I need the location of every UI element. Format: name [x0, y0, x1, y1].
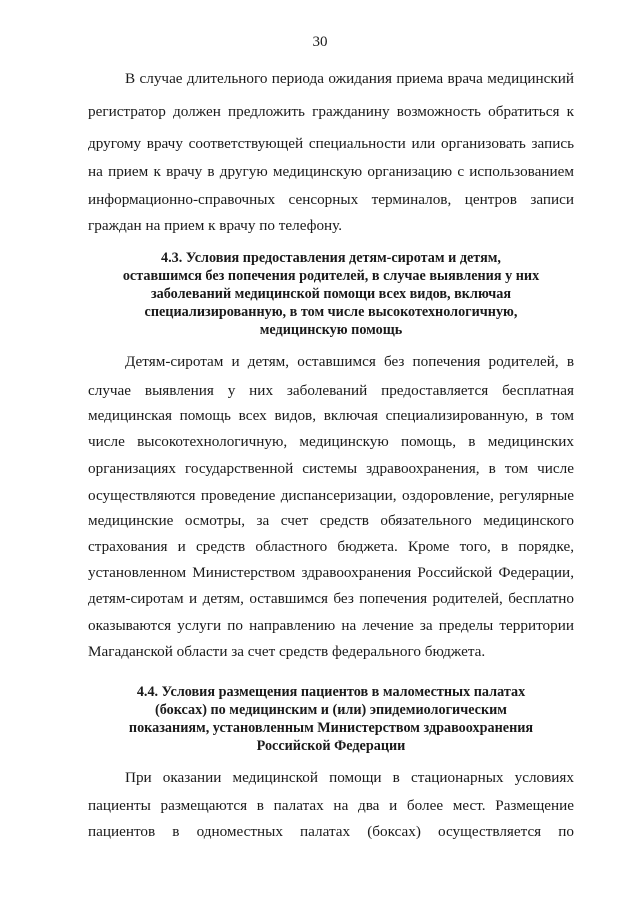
heading-line: показаниям, установленным Министерством здравоохранения [128, 720, 534, 736]
heading-line: специализированную, в том числе высокотехнологичную, [144, 304, 518, 320]
text-line: установленном Министерством здравоохранения Российской Федерации, [88, 564, 574, 581]
text-line: регистратор должен предложить гражданину возможность обратиться к [88, 103, 574, 120]
page-number: 30 [312, 34, 328, 50]
text-line: числе высокотехнологичную, медицинскую помощь, в медицинских [88, 433, 574, 450]
text-line: В случае длительного периода ожидания приема врача медицинский [125, 70, 574, 87]
heading-line: оставшимся без попечения родителей, в случае выявления у них [122, 268, 540, 284]
heading-line: медицинскую помощь [259, 322, 403, 338]
heading-line: (боксах) по медицинским и (или) эпидемиологическим [155, 702, 507, 718]
text-line: на прием к врачу в другую медицинскую организацию с использованием [88, 163, 574, 180]
text-line: пациенты размещаются в палатах на два и более мест. Размещение [88, 797, 574, 814]
text-line: Магаданской области за счет средств федерального бюджета. [88, 643, 486, 660]
text-line: медицинские осмотры, за счет средств обязательного медицинского [88, 512, 574, 529]
text-line: организациях государственной системы здравоохранения, в том числе [88, 460, 574, 477]
text-line: Детям-сиротам и детям, оставшимся без попечения родителей, в [125, 353, 574, 370]
heading-line: Российской Федерации [256, 738, 406, 754]
text-line: детям-сиротам и детям, оставшимся без попечения родителей, бесплатно [88, 590, 574, 607]
text-line: медицинская помощь всех видов, включая специализированную, в том [88, 407, 574, 424]
text-line: При оказании медицинской помощи в стационарных условиях [125, 769, 574, 786]
text-line: граждан на прием к врачу по телефону. [88, 217, 343, 234]
text-line: оказываются услуги по направлению на лечение за пределы территории [88, 617, 574, 634]
text-line: информационно-справочных сенсорных терминалов, центров записи [88, 191, 574, 208]
text-line: случае выявления у них заболеваний предоставляется бесплатная [88, 382, 574, 399]
text-line: другому врачу соответствующей специальности или организовать запись [88, 135, 574, 152]
heading-line: 4.3. Условия предоставления детям-сиротам и детям, [161, 250, 501, 266]
text-line: пациентов в одноместных палатах (боксах) осуществляется по [88, 823, 574, 840]
heading-line: 4.4. Условия размещения пациентов в маломестных палатах [136, 684, 526, 700]
heading-line: заболеваний медицинской помощи всех видов, включая [150, 286, 512, 302]
text-line: осуществляются проведение диспансеризации, оздоровление, регулярные [88, 487, 574, 504]
text-line: страхования и средств областного бюджета. Кроме того, в порядке, [88, 538, 574, 555]
